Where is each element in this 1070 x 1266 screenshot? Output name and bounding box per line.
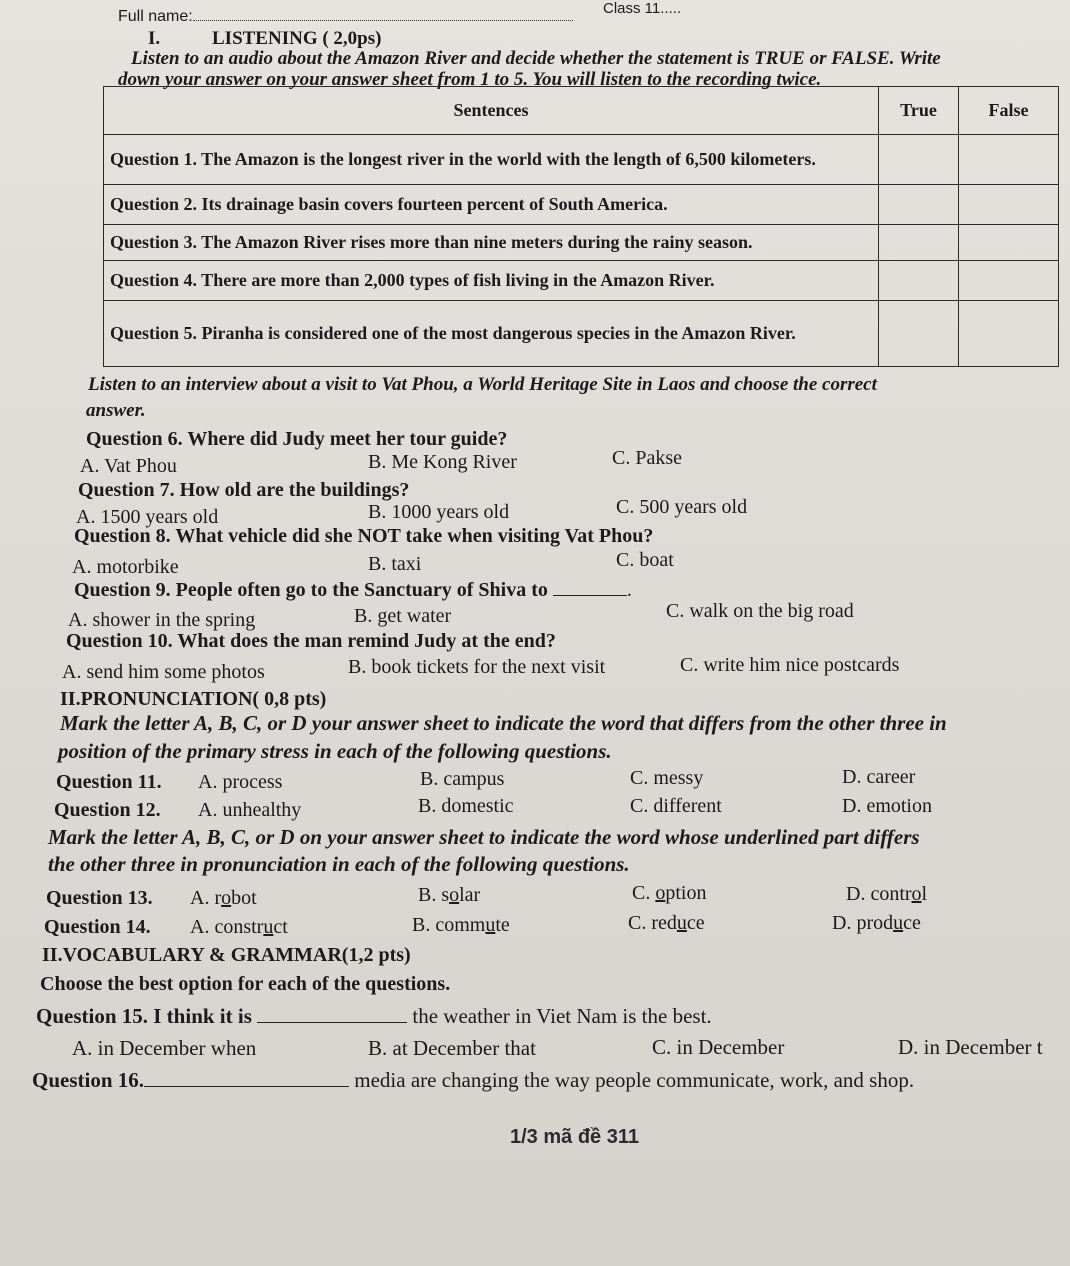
question-15-rest: the weather in Viet Nam is the best. <box>412 1004 712 1028</box>
option-c[interactable]: C. in December <box>652 1035 785 1059</box>
option-d[interactable]: D. control <box>846 883 928 905</box>
section-number: I. <box>148 28 161 49</box>
option-b[interactable]: B. book tickets for the next visit <box>348 656 606 678</box>
answer-cell-true[interactable] <box>879 135 959 185</box>
answer-cell-true[interactable] <box>879 301 959 367</box>
answer-blank[interactable] <box>144 1086 349 1087</box>
true-false-table <box>103 86 1059 367</box>
table-header-sentences: Sentences <box>104 87 879 135</box>
option-a[interactable]: A. construct <box>190 916 288 938</box>
answer-cell-false[interactable] <box>959 135 1059 185</box>
question-10: Question 10. What does the man remind Judy at the end? <box>66 630 556 652</box>
part2-instruction: answer. <box>86 400 146 421</box>
question-7: Question 7. How old are the buildings? <box>78 479 410 501</box>
option-b[interactable]: B. solar <box>418 884 481 906</box>
option-a[interactable]: A. shower in the spring <box>68 609 256 631</box>
section-title: II.PRONUNCIATION( 0,8 pts) <box>60 688 327 710</box>
class-label: Class 11..... <box>603 0 682 17</box>
option-c[interactable]: C. 500 years old <box>616 496 748 518</box>
question-12: Question 12. <box>54 799 161 821</box>
table-row: Question 2. Its drainage basin covers fourteen percent of South America. <box>104 185 879 225</box>
option-c[interactable]: C. boat <box>616 549 674 571</box>
grammar-instruction: Choose the best option for each of the questions. <box>40 973 451 995</box>
option-a[interactable]: A. 1500 years old <box>76 506 219 528</box>
option-c[interactable]: C. Pakse <box>612 447 682 469</box>
section-title: LISTENING ( 2,0ps) <box>212 28 382 49</box>
full-name-label: Full name: <box>118 8 573 26</box>
option-d[interactable]: D. emotion <box>842 795 932 817</box>
question-14: Question 14. <box>44 916 151 938</box>
page-footer: 1/3 mã đề 311 <box>510 1126 639 1148</box>
table-row: Question 3. The Amazon River rises more than nine meters during the rainy season. <box>104 225 879 261</box>
option-b[interactable]: B. Me Kong River <box>368 451 517 473</box>
option-b[interactable]: B. campus <box>420 768 505 790</box>
option-c[interactable]: C. option <box>632 882 707 904</box>
question-15: Question 15. I think it is <box>36 1004 252 1028</box>
section-title: II.VOCABULARY & GRAMMAR(1,2 pts) <box>42 944 411 966</box>
option-b[interactable]: B. 1000 years old <box>368 501 510 523</box>
option-a[interactable]: A. process <box>198 771 283 793</box>
option-d[interactable]: D. produce <box>832 912 921 934</box>
option-b[interactable]: B. taxi <box>368 553 422 575</box>
question-16-rest: media are changing the way people communicate, work, and shop. <box>354 1068 915 1092</box>
option-a[interactable]: A. unhealthy <box>198 799 302 821</box>
sound-instruction: Mark the letter A, B, C, or D on your answer sheet to indicate the word whose underlined part differs <box>48 825 920 849</box>
answer-cell-false[interactable] <box>959 261 1059 301</box>
question-13: Question 13. <box>46 887 153 909</box>
option-d[interactable]: D. in December t <box>898 1035 1043 1059</box>
option-a[interactable]: A. send him some photos <box>62 661 265 683</box>
table-row: Question 5. Piranha is considered one of the most dangerous species in the Amazon River. <box>104 301 879 367</box>
option-d[interactable]: D. career <box>842 766 916 788</box>
option-b[interactable]: B. commute <box>412 914 510 936</box>
option-a[interactable]: A. Vat Phou <box>80 455 177 477</box>
part2-instruction: Listen to an interview about a visit to Vat Phou, a World Heritage Site in Laos and choose the correct <box>88 374 877 395</box>
table-row: Question 4. There are more than 2,000 types of fish living in the Amazon River. <box>104 261 879 301</box>
question-8: Question 8. What vehicle did she NOT take when visiting Vat Phou? <box>74 525 654 547</box>
question-11: Question 11. <box>56 771 162 793</box>
question-16: Question 16. <box>32 1068 145 1092</box>
sound-instruction: the other three in pronunciation in each of the following questions. <box>48 852 630 876</box>
answer-cell-true[interactable] <box>879 185 959 225</box>
stress-instruction: Mark the letter A, B, C, or D your answer sheet to indicate the word that differs from the other three in <box>60 711 947 735</box>
option-a[interactable]: A. motorbike <box>72 556 179 578</box>
option-c[interactable]: C. messy <box>630 767 704 789</box>
answer-cell-true[interactable] <box>879 261 959 301</box>
table-row: Question 1. The Amazon is the longest river in the world with the length of 6,500 kilometers. <box>104 135 879 185</box>
table-header-true: True <box>879 87 959 135</box>
question-9: Question 9. People often go to the Sanctuary of Shiva to <box>74 579 548 601</box>
option-c[interactable]: C. reduce <box>628 912 705 934</box>
answer-cell-false[interactable] <box>959 225 1059 261</box>
table-header-false: False <box>959 87 1059 135</box>
stress-instruction: position of the primary stress in each of the following questions. <box>58 739 612 763</box>
answer-cell-false[interactable] <box>959 185 1059 225</box>
answer-cell-true[interactable] <box>879 225 959 261</box>
answer-blank[interactable] <box>257 1022 407 1023</box>
exam-sheet: Full name: Class 11..... I. LISTENING ( 2,0ps) Listen to an audio about the Amazon River and decide whether the statement is TRUE or FALSE. Write down your answer on your answer sheet from 1 to 5. You will listen to the recording twice. Sentences True False Question 1. The Amazon is the longest river in the world with the length of 6,500 kilometers. Question 2. Its drainage basin covers fourteen percent of South America. Question 3. The Amazon River rises more than nine meters during the rainy season. Question 4. There are more than 2,000 types of fish living in the Amazon River. Question 5. Piranha is considered one of the most dangerous species in the Amazon River. Listen to an interview about a visit to Vat Phou, a World Heritage Site in Laos and choose the correct answer. Question 6. Where did Judy meet her tour guide? A. Vat Phou B. Me Kong River C. Pakse Question 7. How old are the buildings? A. 1500 years old B. 1000 years old C. 500 years old Question 8. What vehicle did she NOT take when visiting Vat Phou? A. motorbike B. taxi C. boat Question 9. People often go to the Sanctuary of Shiva to . A. shower in the spring B. get water C. walk on the big road Question 10. What does the man remind Judy at the end? A. send him some photos B. book tickets for the next visit C. write him nice postcards II.PRONUNCIATION( 0,8 pts) Mark the letter A, B, C, or D your answer sheet to indicate the word that differs from the other three in position of the primary stress in each of the following questions. Question 11. A. process B. campus C. messy D. career Question 12. A. unhealthy B. domestic C. different D. emotion Mark the letter A, B, C, or D on your answer sheet to indicate the word whose underlined part differs the other three in pronunciation in each of the following questions. Question 13. A. robot B. solar C. option D. control Question 14. A. construct B. commute C. reduce D. produce II.VOCABULARY & GRAMMAR(1,2 pts) Choose the best option for each of the questions. Question 15. I think it is the weather in Viet Nam is the best. A. in December when B. at December that C. in December D. in December t Question 16. media are changing the way people communicate, work, and shop. 1/3 mã đề 311 <box>0 0 1070 1266</box>
option-b[interactable]: B. get water <box>354 605 452 627</box>
option-b[interactable]: B. domestic <box>418 795 514 817</box>
instruction-line: down your answer on your answer sheet from 1 to 5. You will listen to the recording twice. <box>118 69 822 90</box>
question-6: Question 6. Where did Judy meet her tour guide? <box>86 428 508 450</box>
option-a[interactable]: A. robot <box>190 887 257 909</box>
option-c[interactable]: C. walk on the big road <box>666 600 854 622</box>
option-c[interactable]: C. write him nice postcards <box>680 654 900 676</box>
answer-cell-false[interactable] <box>959 301 1059 367</box>
option-b[interactable]: B. at December that <box>368 1036 536 1060</box>
option-c[interactable]: C. different <box>630 795 722 817</box>
option-a[interactable]: A. in December when <box>72 1036 257 1060</box>
instruction-line: Listen to an audio about the Amazon River and decide whether the statement is TRUE or FALSE. Write <box>131 48 941 69</box>
